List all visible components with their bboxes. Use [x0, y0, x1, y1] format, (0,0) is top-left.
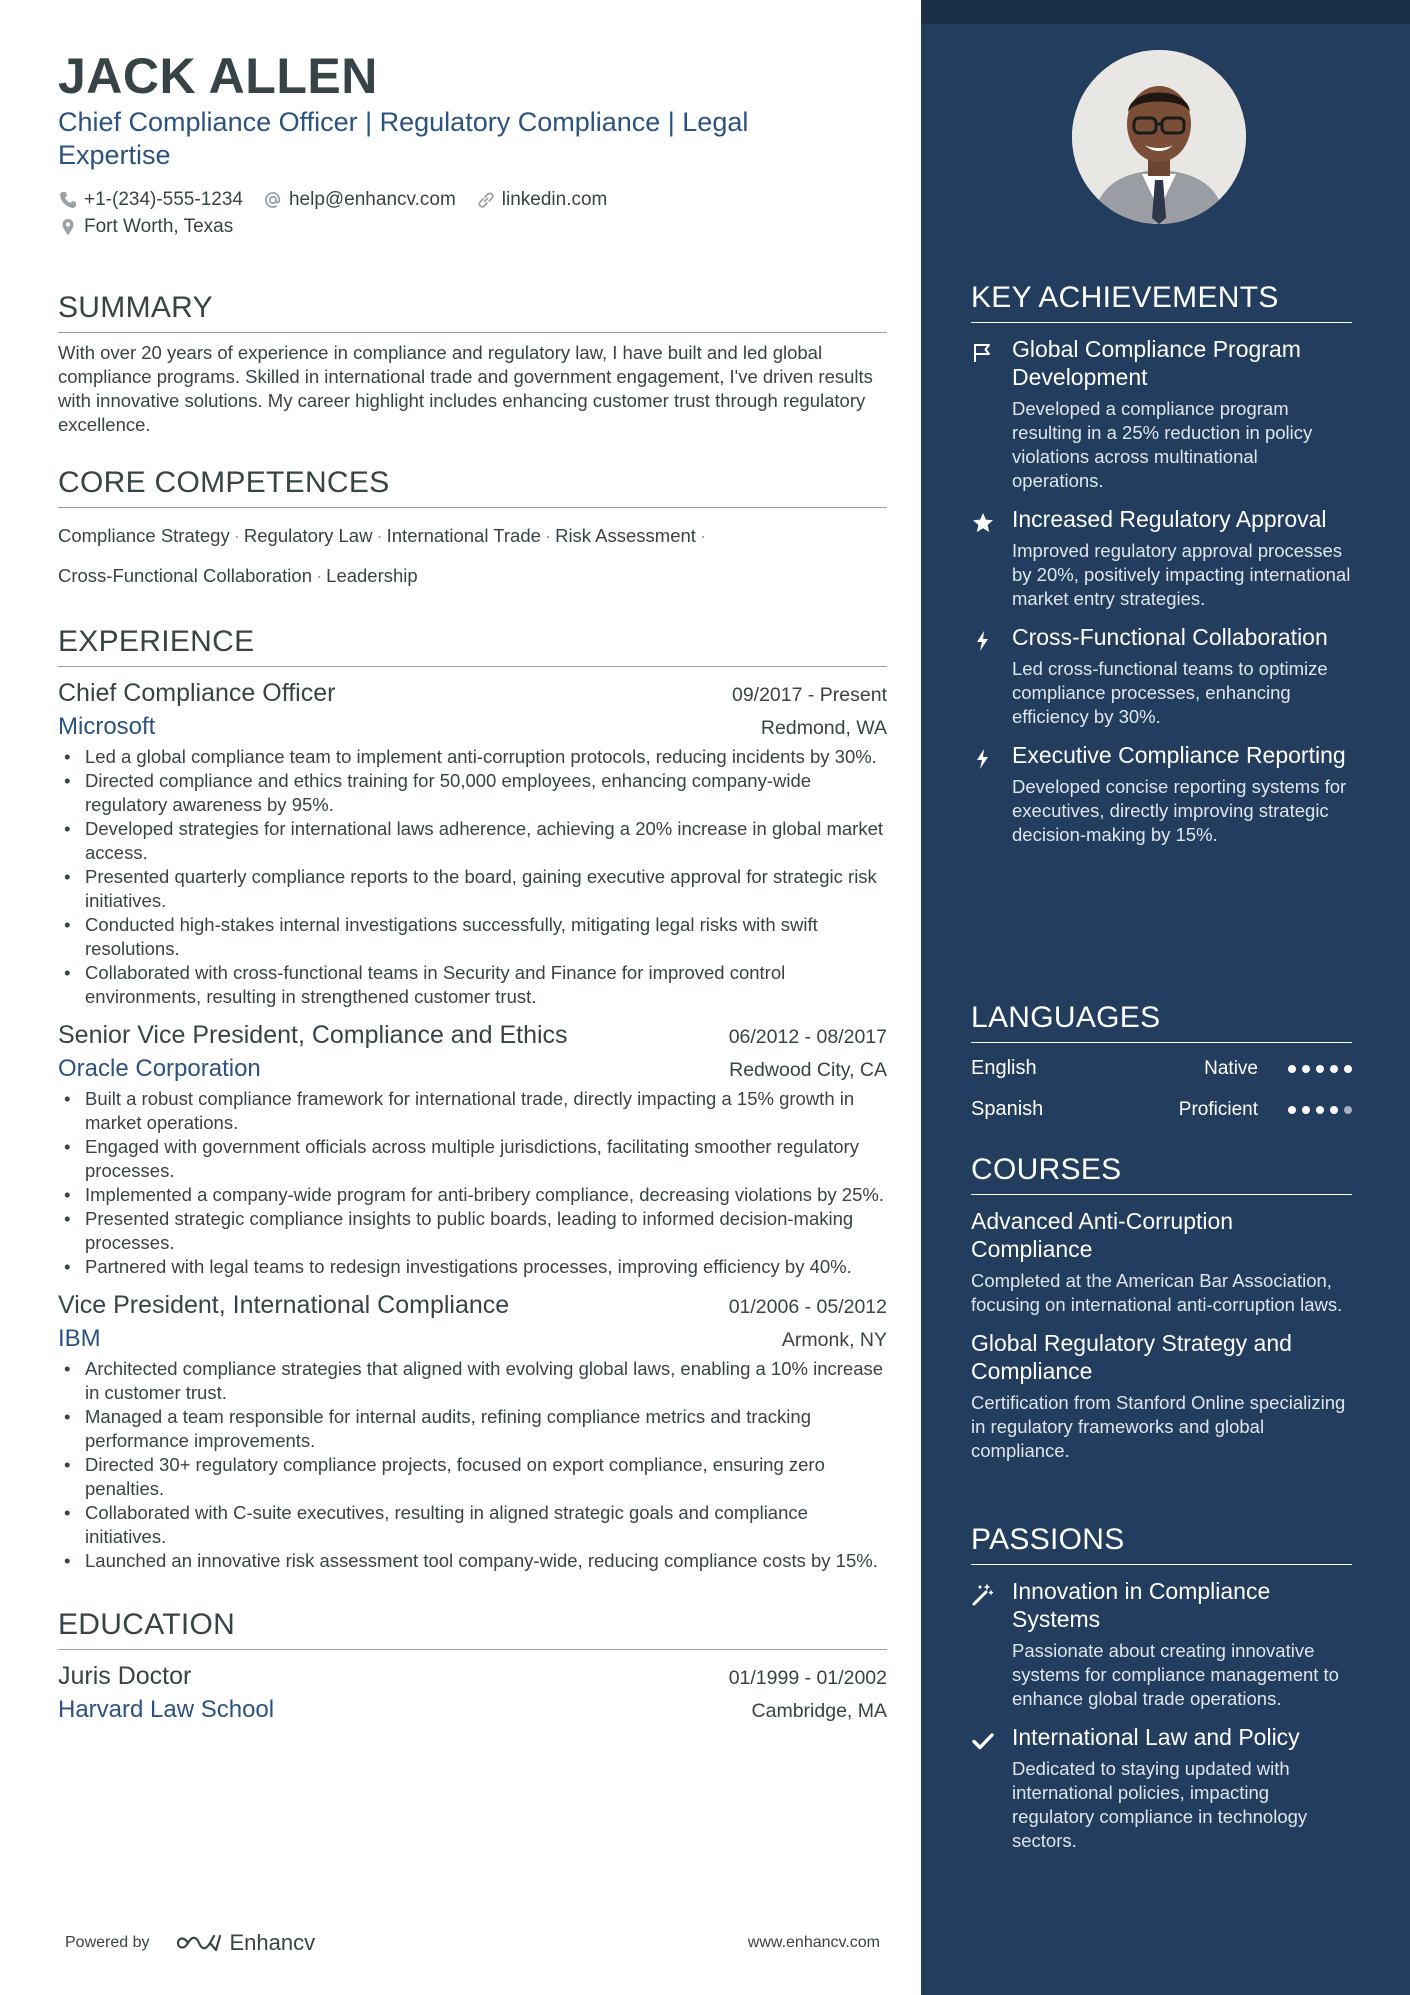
skill-separator: · [699, 525, 707, 546]
achievement-item [971, 623, 1352, 729]
job-dates: 01/2006 - 05/2012 [728, 1296, 887, 1318]
skill-separator: · [233, 525, 240, 546]
skill: Risk Assessment [555, 525, 696, 546]
phone-icon [58, 190, 78, 210]
bullet-item: • Engaged with government officials across multiple jurisdictions, facilitating smoother regulatory processes. [58, 1135, 887, 1183]
contact-info [58, 186, 887, 240]
powered-by-label: Powered by [65, 1934, 150, 1951]
experience-section [58, 624, 887, 1573]
rating-dot-filled [1302, 1106, 1310, 1114]
phone-contact[interactable] [58, 186, 243, 213]
language-row [971, 1053, 1352, 1084]
competences-section [58, 465, 887, 596]
language-level: Native [1204, 1057, 1258, 1079]
sidebar [921, 0, 1410, 1995]
bullet-item: • Developed strategies for international laws adherence, achieving a 20% increase in global market access. [58, 817, 887, 865]
languages-section [971, 1000, 1352, 1125]
achievement-title: Cross-Functional Collaboration [1012, 624, 1328, 650]
skill-separator: · [315, 565, 323, 586]
job-location: Redwood City, CA [729, 1059, 887, 1081]
bullet-item: • Launched an innovative risk assessment tool company-wide, reducing compliance costs by 15%. [58, 1549, 887, 1573]
job-location: Armonk, NY [781, 1329, 887, 1351]
location-text: Fort Worth, Texas [84, 216, 234, 237]
achievements-title: KEY ACHIEVEMENTS [971, 280, 1352, 323]
education-dates: 01/1999 - 01/2002 [728, 1667, 887, 1689]
job-title: Senior Vice President, Compliance and Ethics [58, 1021, 568, 1049]
achievement-item [971, 335, 1352, 493]
skill-separator: · [376, 525, 383, 546]
profile-photo [1072, 50, 1246, 224]
bullet-item: • Presented strategic compliance insights to public boards, leading to informed decision-making processes. [58, 1207, 887, 1255]
bullet-item: • Architected compliance strategies that aligned with evolving global laws, enabling a 10% increase in customer trust. [58, 1357, 887, 1405]
job-dates: 09/2017 - Present [731, 684, 887, 706]
footer-url[interactable]: www.enhancv.com [747, 1934, 880, 1951]
profile-avatar-icon [1072, 50, 1246, 224]
email-text: help@enhancv.com [288, 189, 456, 210]
competences-title: CORE COMPETENCES [58, 465, 887, 508]
passions-title: PASSIONS [971, 1522, 1352, 1565]
job-entry [58, 1287, 887, 1573]
language-name: English [971, 1057, 1037, 1079]
rating-dot-filled [1330, 1065, 1338, 1073]
education-entry [58, 1658, 887, 1726]
phone-text: +1-(234)-555-1234 [84, 189, 243, 210]
achievement-description: Improved regulatory approval processes by 20%, positively impacting international market entry strategies. [1012, 540, 1351, 609]
achievements-section [971, 280, 1352, 847]
brand-name: Enhancv [229, 1930, 316, 1955]
language-level: Proficient [1178, 1098, 1258, 1120]
sidebar-top-bar [921, 0, 1410, 24]
achievement-title: Executive Compliance Reporting [1012, 742, 1346, 768]
job-dates: 06/2012 - 08/2017 [728, 1026, 887, 1048]
location-contact [58, 213, 233, 240]
rating-dot-empty [1344, 1106, 1352, 1114]
course-title: Global Regulatory Strategy and Compliance [971, 1330, 1292, 1384]
school-name: Harvard Law School [58, 1696, 275, 1723]
job-entry [58, 1017, 887, 1279]
candidate-name: JACK ALLEN [58, 48, 378, 104]
bullet-item: • Managed a team responsible for internal audits, refining compliance metrics and tracking performance improvements. [58, 1405, 887, 1453]
passion-item [971, 1723, 1352, 1853]
course-description: Certification from Stanford Online specializing in regulatory frameworks and global compliance. [971, 1392, 1346, 1461]
rating-dot-filled [1344, 1065, 1352, 1073]
bullet-item: • Presented quarterly compliance reports to the board, gaining executive approval for strategic risk initiatives. [58, 865, 887, 913]
skill: International Trade [386, 525, 541, 546]
email-contact[interactable] [263, 186, 456, 213]
enhancv-logo[interactable] [176, 1930, 316, 1956]
achievement-title: Increased Regulatory Approval [1012, 506, 1327, 532]
skill: Cross-Functional Collaboration [58, 565, 312, 586]
headline: Chief Compliance Officer | Regulatory Compliance | Legal Expertise [58, 107, 749, 170]
experience-title: EXPERIENCE [58, 624, 887, 667]
job-location: Redmond, WA [760, 717, 887, 739]
skills-list [58, 516, 887, 596]
bullet-item: • Collaborated with cross-functional teams in Security and Finance for improved control environments, resulting in strengthened customer trust. [58, 961, 887, 1009]
course-title: Advanced Anti-Corruption Compliance [971, 1208, 1234, 1262]
job-bullets [58, 745, 887, 1009]
bullet-item: • Directed 30+ regulatory compliance projects, focused on export compliance, ensuring zero penalties. [58, 1453, 887, 1501]
rating-dot-filled [1330, 1106, 1338, 1114]
course-description: Completed at the American Bar Association, focusing on international anti-corruption laws. [971, 1270, 1343, 1315]
rating-dot-filled [1316, 1065, 1324, 1073]
linkedin-text: linkedin.com [501, 189, 608, 210]
bullet-item: • Led a global compliance team to implement anti-corruption protocols, reducing incidents by 30%. [58, 745, 887, 769]
school-location: Cambridge, MA [751, 1700, 887, 1722]
location-pin-icon [58, 217, 78, 237]
passion-item [971, 1577, 1352, 1711]
bullet-item: • Built a robust compliance framework for international trade, directly impacting a 15% growth in market operations. [58, 1087, 887, 1135]
enhancv-logo-icon [176, 1932, 222, 1954]
rating-dot-filled [1288, 1106, 1296, 1114]
passions-section [971, 1522, 1352, 1853]
job-bullets [58, 1087, 887, 1279]
rating-dot-filled [1316, 1106, 1324, 1114]
flag-icon [971, 341, 995, 365]
skill: Regulatory Law [243, 525, 373, 546]
languages-title: LANGUAGES [971, 1000, 1352, 1043]
summary-title: SUMMARY [58, 290, 887, 333]
passion-description: Passionate about creating innovative systems for compliance management to enhance global trade operations. [1012, 1640, 1339, 1709]
achievement-description: Led cross-functional teams to optimize compliance processes, enhancing efficiency by 30%. [1012, 658, 1328, 727]
language-rating [1288, 1106, 1352, 1114]
powered-by [65, 1930, 315, 1956]
footer [65, 1930, 880, 1956]
course-item [971, 1207, 1352, 1317]
magic-wand-icon [971, 1583, 995, 1607]
at-icon [263, 190, 283, 210]
courses-section [971, 1152, 1352, 1463]
skill-separator: · [544, 525, 552, 546]
linkedin-contact[interactable] [476, 186, 608, 213]
job-title: Chief Compliance Officer [58, 679, 336, 707]
courses-title: COURSES [971, 1152, 1352, 1195]
rating-dot-filled [1288, 1065, 1296, 1073]
company-name: IBM [58, 1325, 101, 1352]
achievement-item [971, 741, 1352, 847]
star-icon [971, 511, 995, 535]
language-rating [1288, 1065, 1352, 1073]
course-item [971, 1329, 1352, 1463]
bullet-item: • Directed compliance and ethics training for 50,000 employees, enhancing company-wide regulatory awareness by 95%. [58, 769, 887, 817]
company-name: Microsoft [58, 713, 156, 740]
bolt-icon [971, 629, 995, 653]
job-entry [58, 675, 887, 1009]
achievement-item [971, 505, 1352, 611]
rating-dot-filled [1302, 1065, 1310, 1073]
degree: Juris Doctor [58, 1662, 192, 1690]
passion-title: Innovation in Compliance Systems [1012, 1578, 1271, 1632]
bullet-item: • Implemented a company-wide program for anti-bribery compliance, decreasing violations by 25%. [58, 1183, 887, 1207]
summary-section [58, 290, 887, 437]
bullet-item: • Conducted high-stakes internal investigations successfully, mitigating legal risks with swift resolutions. [58, 913, 887, 961]
bolt-icon [971, 747, 995, 771]
skill: Compliance Strategy [58, 525, 230, 546]
skill: Leadership [326, 565, 418, 586]
language-name: Spanish [971, 1098, 1044, 1120]
checkmark-icon [971, 1729, 995, 1753]
passion-title: International Law and Policy [1012, 1724, 1300, 1750]
language-row [971, 1094, 1352, 1125]
achievement-title: Global Compliance Program Development [1012, 336, 1301, 390]
achievement-description: Developed a compliance program resulting in a 25% reduction in policy violations across multinational operations. [1012, 398, 1313, 491]
company-name: Oracle Corporation [58, 1055, 261, 1082]
achievement-description: Developed concise reporting systems for executives, directly improving strategic decision-making by 15%. [1012, 776, 1347, 845]
education-section [58, 1607, 887, 1726]
link-icon [476, 190, 496, 210]
bullet-item: • Partnered with legal teams to redesign investigations processes, improving efficiency by 40%. [58, 1255, 887, 1279]
summary-text: With over 20 years of experience in compliance and regulatory law, I have built and led global compliance programs. Skilled in international trade and government engagement, I've driven results with innovative solutions. My career highlight includes enhancing customer trust through regulatory excellence. [58, 342, 873, 435]
passion-description: Dedicated to staying updated with international policies, impacting regulatory compliance in technology sectors. [1012, 1758, 1308, 1851]
education-title: EDUCATION [58, 1607, 887, 1650]
bullet-item: • Collaborated with C-suite executives, resulting in aligned strategic goals and compliance initiatives. [58, 1501, 887, 1549]
job-title: Vice President, International Compliance [58, 1291, 510, 1319]
job-bullets [58, 1357, 887, 1573]
